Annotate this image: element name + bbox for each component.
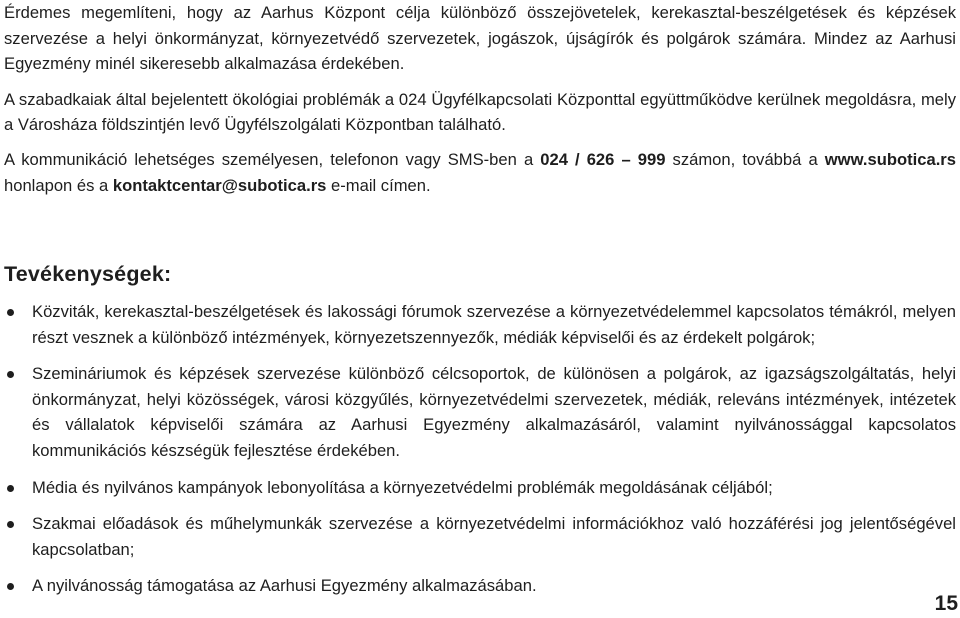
- intro-paragraph: Érdemes megemlíteni, hogy az Aarhus Központ célja különböző összejövetelek, kerekasztal-beszélgetések és képzések szervezése a helyi önkormányzat, környezetvédő szervezetek, jogászok, újságírók és polgárok számára. Mindez az Aarhusi Egyezmény minél sikeresebb alkalmazása érdekében.: [4, 3, 956, 74]
- bullet-icon: [7, 309, 14, 316]
- comm-text-2: számon, továbbá a: [665, 149, 825, 169]
- list-item: [4, 361, 956, 463]
- bullet-icon: [7, 371, 14, 378]
- activities-list: [4, 299, 956, 610]
- bullet-icon: [7, 485, 14, 492]
- bullet-icon: [7, 521, 14, 528]
- comm-text-3: honlapon és a: [4, 175, 113, 195]
- list-item-text: Szakmai előadások és műhelymunkák szervezése a környezetvédelmi információkhoz való hozzáférési jog jelentőségével kapcsolatban;: [32, 514, 956, 559]
- ecology-paragraph: A szabadkaiak által bejelentett ökológiai problémák a 024 Ügyfélkapcsolati Központtal együttműködve kerülnek megoldásra, mely a Városháza földszintjén levő Ügyfélszolgálati Központban található.: [4, 89, 956, 135]
- list-item: [4, 573, 956, 599]
- email-link[interactable]: kontaktcentar@subotica.rs: [112, 175, 327, 195]
- list-item-text: A nyilvánosság támogatása az Aarhusi Egyezmény alkalmazásában.: [32, 576, 537, 596]
- list-item-text: Média és nyilvános kampányok lebonyolítása a környezetvédelmi problémák megoldásának céljából;: [32, 477, 773, 497]
- document-page: [4, 0, 956, 596]
- list-item: [4, 475, 956, 501]
- page-number: 15: [934, 592, 958, 615]
- activities-heading: Tevékenységek:: [4, 262, 172, 286]
- bullet-icon: [7, 583, 14, 590]
- communication-paragraph: [4, 147, 956, 198]
- comm-text-1: A kommunikáció lehetséges személyesen, telefonon vagy SMS-ben a: [4, 149, 541, 169]
- list-item-text: Szemináriumok és képzések szervezése különböző célcsoportok, de különösen a polgárok, az igazságszolgáltatás, helyi önkormányzat, helyi közösségek, városi közgyűlés, környezetvédelmi szervezetek, médiák, releváns intézmények, intézetek és vállalatok képviselői számára az Aarhusi Egyezmény alkalmazásáról, valamint nyilvánossággal kapcsolatos kommunikációs készségük fejlesztése érdekében.: [32, 364, 956, 460]
- phone-number: 024 / 626 – 999: [540, 149, 666, 169]
- list-item-text: Közviták, kerekasztal-beszélgetések és lakossági fórumok szervezése a környezetvédelemmel kapcsolatos témákról, melyen részt vesznek a különböző intézmények, környezetszennyezők, médiák képviselői és az érdekelt polgárok;: [32, 302, 956, 347]
- list-item: [4, 299, 956, 350]
- comm-text-4: e-mail címen.: [326, 175, 431, 195]
- list-item: [4, 511, 956, 562]
- website-link[interactable]: www.subotica.rs: [824, 149, 956, 169]
